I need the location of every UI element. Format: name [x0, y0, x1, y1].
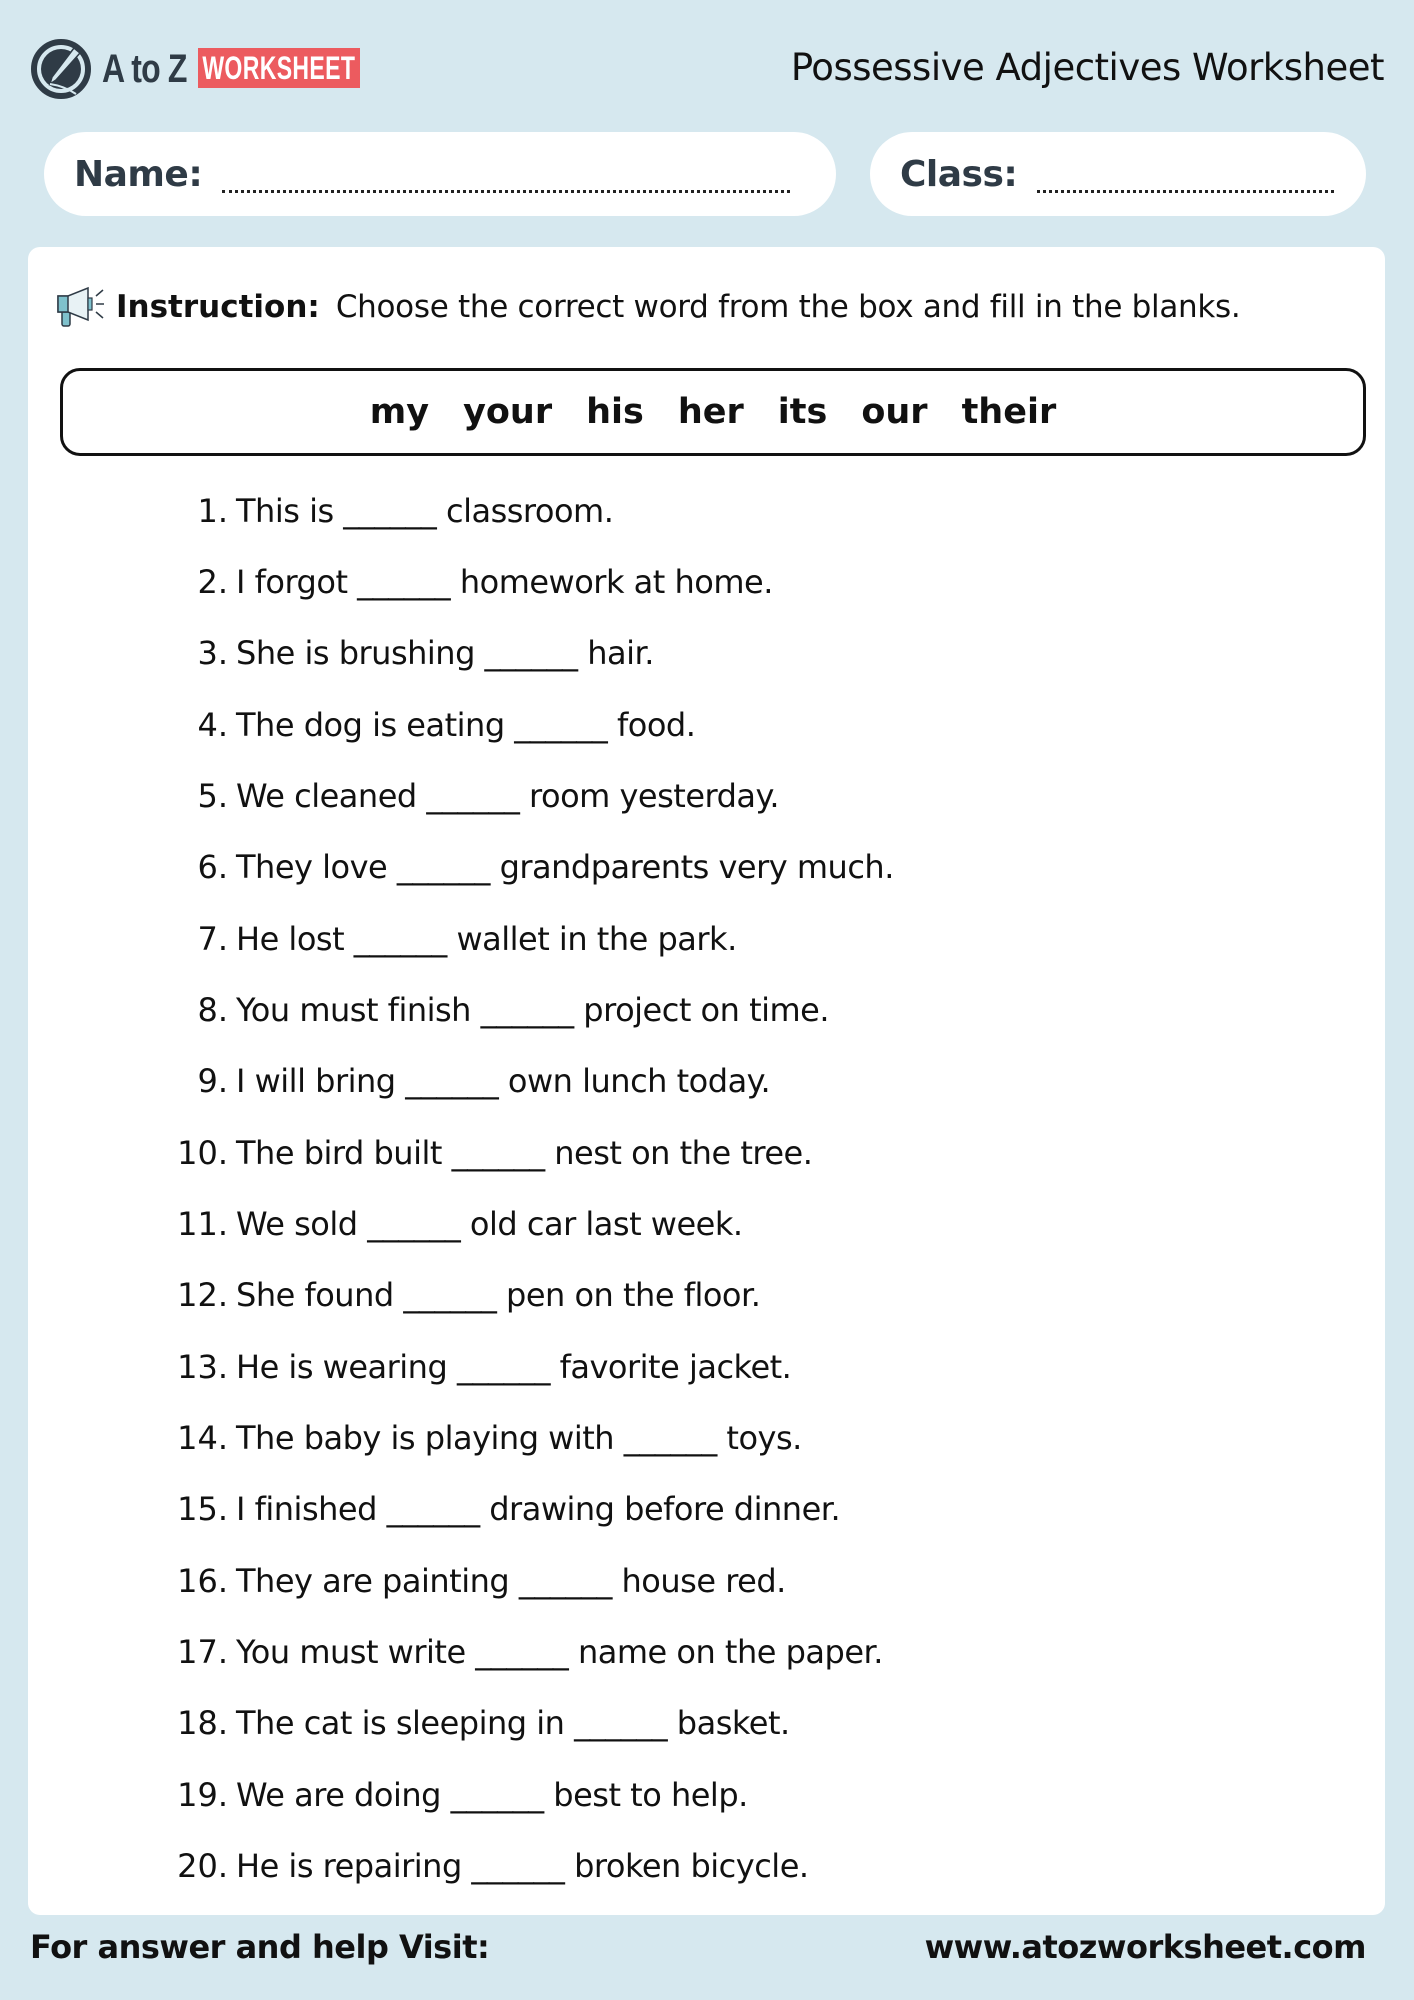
logo	[30, 38, 356, 100]
footer-website-link[interactable]: www.atozworksheet.com	[924, 1928, 1366, 1966]
question-number: 6.	[197, 848, 228, 886]
logo-text: A to Z	[102, 46, 187, 91]
question-text[interactable]: We cleaned ______ room yesterday.	[236, 777, 780, 815]
question-text[interactable]: He lost ______ wallet in the park.	[236, 920, 737, 958]
question-number: 18.	[177, 1704, 228, 1742]
word-bank-item: its	[777, 392, 828, 432]
question-item	[0, 1199, 743, 1249]
megaphone-icon	[54, 284, 106, 330]
question-item	[0, 914, 737, 964]
logo-badge: WORKSHEET	[198, 48, 360, 88]
question-item	[0, 985, 829, 1035]
pen-nib-logo-icon	[30, 38, 92, 100]
instruction-text: Choose the correct word from the box and fill in the blanks.	[335, 289, 1241, 325]
word-bank-item: their	[961, 392, 1057, 432]
question-text[interactable]: She found ______ pen on the floor.	[236, 1276, 761, 1314]
question-item	[0, 1484, 840, 1534]
question-item	[0, 557, 773, 607]
question-item	[0, 1342, 791, 1392]
footer-help-text: For answer and help Visit:	[30, 1928, 490, 1966]
class-dotted-line[interactable]	[1037, 156, 1334, 193]
question-number: 5.	[197, 777, 228, 815]
question-number: 13.	[177, 1348, 228, 1386]
question-number: 3.	[197, 634, 228, 672]
name-label: Name:	[74, 153, 203, 195]
question-item	[0, 1556, 786, 1606]
page-title: Possessive Adjectives Worksheet	[790, 46, 1384, 89]
question-number: 17.	[177, 1633, 228, 1671]
class-label: Class:	[900, 153, 1018, 195]
question-number: 7.	[197, 920, 228, 958]
question-item	[0, 1128, 812, 1178]
question-text[interactable]: They are painting ______ house red.	[236, 1562, 786, 1600]
question-item	[0, 1698, 790, 1748]
question-item	[0, 1627, 883, 1677]
question-text[interactable]: We are doing ______ best to help.	[236, 1776, 748, 1814]
question-number: 20.	[177, 1847, 228, 1885]
question-number: 10.	[177, 1134, 228, 1172]
question-number: 11.	[177, 1205, 228, 1243]
question-text[interactable]: We sold ______ old car last week.	[236, 1205, 743, 1243]
instruction	[54, 282, 1240, 332]
name-dotted-line[interactable]	[222, 156, 790, 193]
class-field[interactable]	[870, 132, 1366, 216]
question-item	[0, 771, 779, 821]
question-item	[0, 1413, 802, 1463]
question-text[interactable]: She is brushing ______ hair.	[236, 634, 654, 672]
question-item	[0, 700, 695, 750]
word-bank-item: her	[677, 392, 744, 432]
question-text[interactable]: I finished ______ drawing before dinner.	[236, 1490, 841, 1528]
question-number: 1.	[197, 492, 228, 530]
question-text[interactable]: He is repairing ______ broken bicycle.	[236, 1847, 809, 1885]
question-item	[0, 1841, 809, 1891]
question-text[interactable]: He is wearing ______ favorite jacket.	[236, 1348, 792, 1386]
instruction-label: Instruction:	[116, 289, 320, 325]
word-bank	[60, 368, 1366, 456]
question-item	[0, 1056, 770, 1106]
question-text[interactable]: The dog is eating ______ food.	[236, 706, 696, 744]
question-text[interactable]: You must write ______ name on the paper.	[236, 1633, 883, 1671]
question-text[interactable]: The baby is playing with ______ toys.	[236, 1419, 802, 1457]
question-text[interactable]: This is ______ classroom.	[236, 492, 614, 530]
question-text[interactable]: The cat is sleeping in ______ basket.	[236, 1704, 790, 1742]
question-number: 15.	[177, 1490, 228, 1528]
question-text[interactable]: The bird built ______ nest on the tree.	[236, 1134, 813, 1172]
question-number: 16.	[177, 1562, 228, 1600]
question-number: 2.	[197, 563, 228, 601]
question-number: 12.	[177, 1276, 228, 1314]
question-number: 4.	[197, 706, 228, 744]
word-bank-item: his	[586, 392, 644, 432]
question-item	[0, 486, 613, 536]
word-bank-item: my	[369, 392, 430, 432]
name-field[interactable]	[44, 132, 836, 216]
word-bank-item: our	[861, 392, 928, 432]
question-item	[0, 842, 894, 892]
question-number: 8.	[197, 991, 228, 1029]
question-text[interactable]: They love ______ grandparents very much.	[236, 848, 894, 886]
question-number: 19.	[177, 1776, 228, 1814]
question-text[interactable]: I will bring ______ own lunch today.	[236, 1062, 771, 1100]
question-item	[0, 1770, 748, 1820]
question-number: 14.	[177, 1419, 228, 1457]
question-text[interactable]: I forgot ______ homework at home.	[236, 563, 773, 601]
word-bank-item: your	[463, 392, 553, 432]
question-item	[0, 628, 654, 678]
question-number: 9.	[197, 1062, 228, 1100]
question-text[interactable]: You must finish ______ project on time.	[236, 991, 830, 1029]
question-item	[0, 1270, 760, 1320]
